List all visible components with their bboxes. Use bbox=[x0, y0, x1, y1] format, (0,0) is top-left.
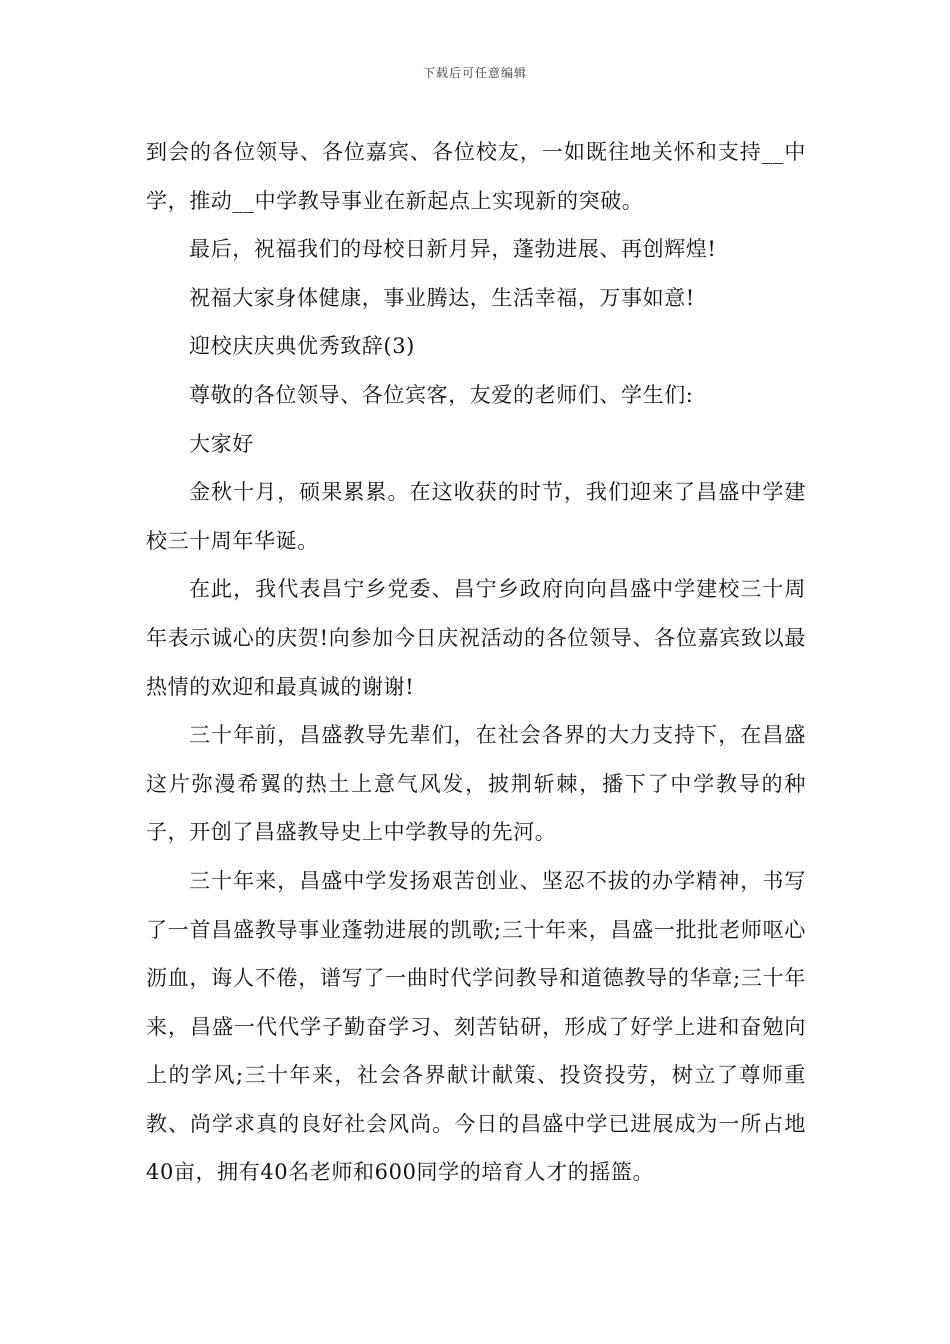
paragraph: 最后，祝福我们的母校日新月异，蓬勃进展、再创辉煌! bbox=[189, 237, 717, 262]
paragraph: 三十年前，昌盛教导先辈们，在社会各界的大力支持下，在昌盛这片弥漫希翼的热土上意气风发，披荆斩棘，播下了中学教导的种子，开创了昌盛教导史上中学教导的先河。 bbox=[146, 723, 806, 845]
paragraph: 金秋十月，硕果累累。在这收获的时节，我们迎来了昌盛中学建校三十周年华诞。 bbox=[146, 480, 806, 553]
paragraph: 祝福大家身体健康，事业腾达，生活幸福，万事如意! bbox=[189, 285, 695, 310]
document-body bbox=[146, 128, 806, 1197]
page-header: 下载后可任意编辑 bbox=[422, 66, 527, 80]
salutation: 尊敬的各位领导、各位宾客，友爱的老师们、学生们: bbox=[189, 382, 694, 407]
paragraph: 到会的各位领导、各位嘉宾、各位校友，一如既往地关怀和支持__中学，推动__中学教导事业在新起点上实现新的突破。 bbox=[146, 140, 806, 213]
greeting: 大家好 bbox=[189, 431, 254, 456]
section-heading: 迎校庆庆典优秀致辞(3) bbox=[189, 334, 415, 359]
paragraph: 三十年来，昌盛中学发扬艰苦创业、坚忍不拔的办学精神，书写了一首昌盛教导事业蓬勃进展的凯歌;三十年来，昌盛一批批老师呕心沥血，诲人不倦，谱写了一曲时代学问教导和道德教导的华章;三十年来，昌盛一代代学子勤奋学习、刻苦钻研，形成了好学上进和奋勉向上的学风;三十年来，社会各界献计献策、投资投劳，树立了尊师重教、尚学求真的良好社会风尚。今日的昌盛中学已进展成为一所占地40亩，拥有40名老师和600同学的培育人才的摇篮。 bbox=[146, 868, 806, 1185]
paragraph: 在此，我代表昌宁乡党委、昌宁乡政府向向昌盛中学建校三十周年表示诚心的庆贺!向参加今日庆祝活动的各位领导、各位嘉宾致以最热情的欢迎和最真诚的谢谢! bbox=[146, 577, 806, 699]
